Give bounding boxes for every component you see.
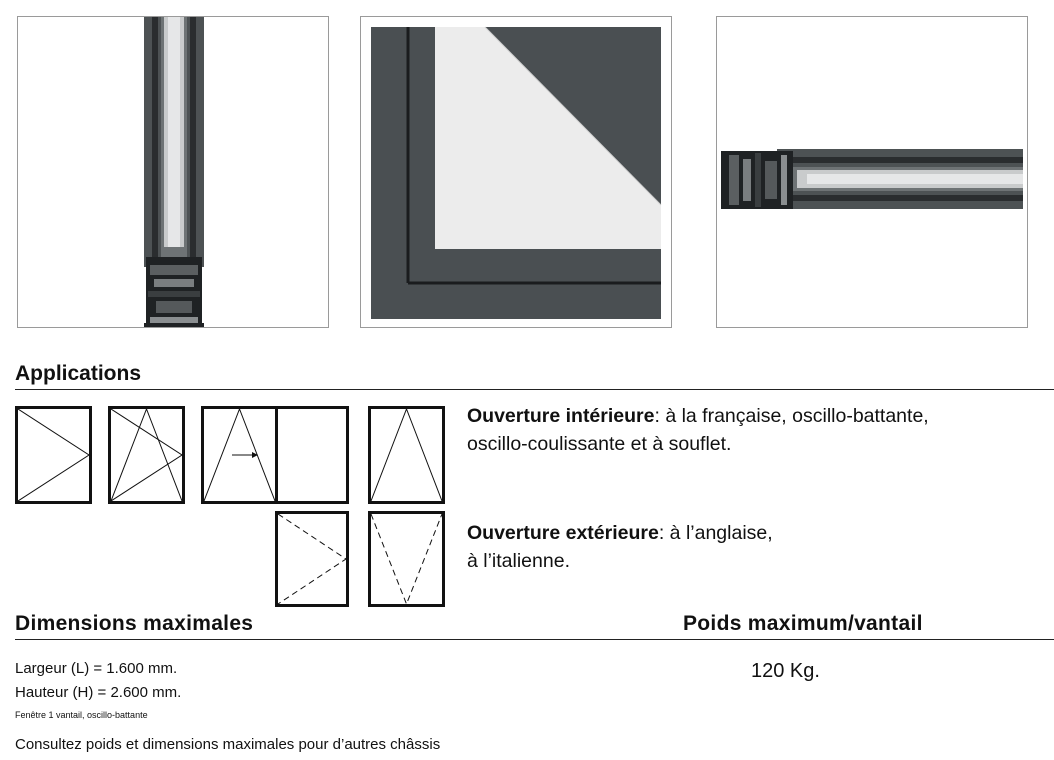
window-type-note: Fenêtre 1 vantail, oscillo-battante: [15, 710, 148, 720]
horizontal-section-photo: [716, 16, 1028, 328]
weight-title: Poids maximum/vantail: [683, 612, 923, 635]
interior-opening-text: [467, 402, 1037, 458]
exterior-opening-line1: : à l’anglaise,: [658, 522, 773, 544]
applications-title: Applications: [15, 362, 142, 385]
interior-opening-line2: oscillo-coulissante et à souflet.: [467, 433, 732, 455]
exterior-opening-line2: à l’italienne.: [467, 550, 570, 572]
hopper-window-diagram: [368, 406, 445, 504]
exterior-casement-diagram: [275, 511, 349, 607]
dimensions-title: Dimensions maximales: [15, 612, 254, 635]
max-height-text: Hauteur (H) = 2.600 mm.: [15, 684, 182, 701]
interior-opening-label: Ouverture intérieure: [467, 405, 655, 427]
vertical-section-photo: [17, 16, 329, 328]
applications-divider: [15, 389, 1054, 390]
dimensions-divider: [15, 639, 1054, 640]
tilt-turn-window-diagram: [108, 406, 185, 504]
consult-note: Consultez poids et dimensions maximales pour d’autres châssis: [15, 736, 441, 753]
casement-window-diagram: [15, 406, 92, 504]
exterior-opening-text: [467, 519, 1037, 575]
max-weight-value: 120 Kg.: [751, 660, 820, 682]
fixed-panel-diagram: [275, 406, 349, 504]
exterior-awning-diagram: [368, 511, 445, 607]
interior-opening-line1: : à la française, oscillo-battante,: [654, 405, 929, 427]
tilt-slide-window-diagram: [201, 406, 278, 504]
exterior-opening-label: Ouverture extérieure: [467, 522, 659, 544]
max-width-text: Largeur (L) = 1.600 mm.: [15, 660, 178, 677]
corner-profile-photo: [360, 16, 672, 328]
